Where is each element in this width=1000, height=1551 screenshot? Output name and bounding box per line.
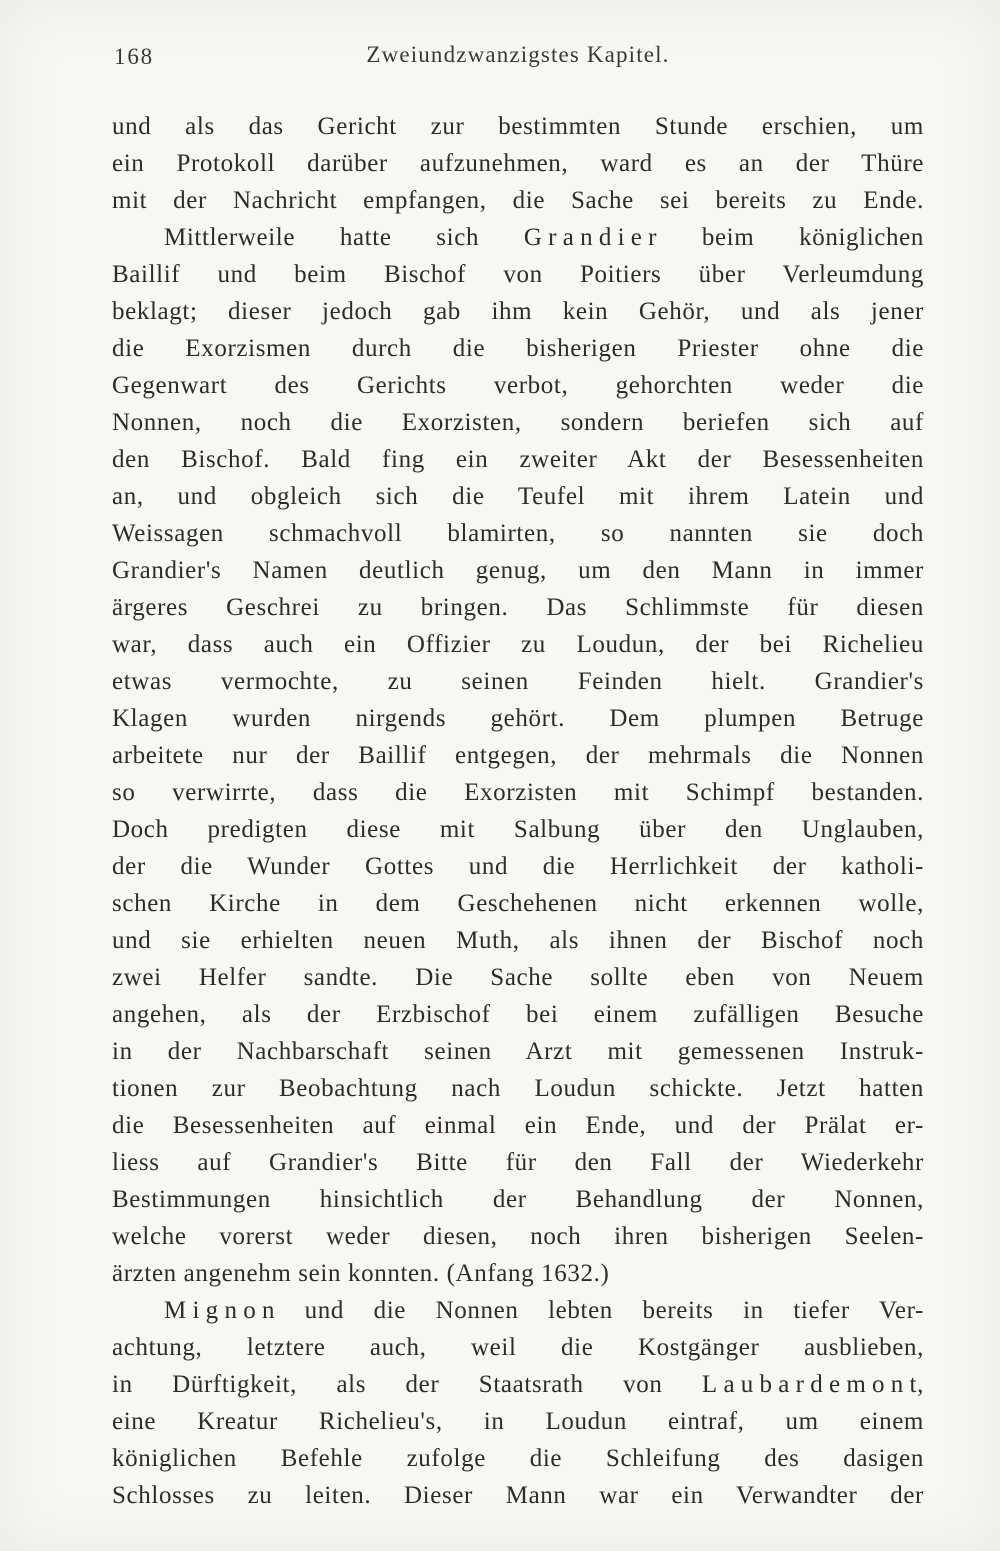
text-line: und als das Gericht zur bestimmten Stunde erschien, um: [112, 113, 924, 140]
text-line: in der Nachbarschaft seinen Arzt mit gemessenen Instruk-: [112, 1038, 924, 1065]
paragraph: [112, 1292, 924, 1514]
text-line: mit der Nachricht empfangen, die Sache sei bereits zu Ende.: [112, 187, 924, 214]
text-line: achtung, letztere auch, weil die Kostgänger ausblieben,: [112, 1334, 924, 1361]
text-line: Klagen wurden nirgends gehört. Dem plumpen Betruge: [112, 705, 924, 732]
text-line: schen Kirche in dem Geschehenen nicht erkennen wolle,: [112, 890, 924, 917]
paragraph: [112, 219, 924, 1292]
text-line: Doch predigten diese mit Salbung über den Unglauben,: [112, 816, 924, 843]
text-line: der die Wunder Gottes und die Herrlichkeit der katholi-: [112, 853, 924, 880]
text-line: welche vorerst weder diesen, noch ihren bisherigen Seelen-: [112, 1223, 924, 1250]
text-line: und sie erhielten neuen Muth, als ihnen der Bischof noch: [112, 927, 924, 954]
text-line: Baillif und beim Bischof von Poitiers über Verleumdung: [112, 261, 924, 288]
text-line: Grandier's Namen deutlich genug, um den Mann in immer: [112, 557, 924, 584]
text-line: Gegenwart des Gerichts verbot, gehorchten weder die: [112, 372, 924, 399]
body-text-block: [112, 108, 924, 1514]
text-line: so verwirrte, dass die Exorzisten mit Schimpf bestanden.: [112, 779, 924, 806]
text-line: ärzten angenehm sein konnten. (Anfang 1632.): [112, 1260, 610, 1287]
text-line: arbeitete nur der Baillif entgegen, der mehrmals die Nonnen: [112, 742, 924, 769]
text-line: die Exorzismen durch die bisherigen Priester ohne die: [112, 335, 924, 362]
text-line: in Dürftigkeit, als der Staatsrath von L a u b a r d e m o n t,: [112, 1371, 924, 1398]
text-line: war, dass auch ein Offizier zu Loudun, der bei Richelieu: [112, 631, 924, 658]
text-line: angehen, als der Erzbischof bei einem zufälligen Besuche: [112, 1001, 924, 1028]
text-line: Schlosses zu leiten. Dieser Mann war ein Verwandter der: [112, 1482, 924, 1509]
text-line: eine Kreatur Richelieu's, in Loudun eintraf, um einem: [112, 1408, 924, 1435]
text-line: liess auf Grandier's Bitte für den Fall der Wiederkehr: [112, 1149, 924, 1176]
text-line: ärgeres Geschrei zu bringen. Das Schlimmste für diesen: [112, 594, 924, 621]
page-number: 168: [114, 44, 155, 69]
text-line: Bestimmungen hinsichtlich der Behandlung der Nonnen,: [112, 1186, 924, 1213]
text-line: M i g n o n und die Nonnen lebten bereits in tiefer Ver-: [164, 1297, 924, 1324]
text-line: königlichen Befehle zufolge die Schleifung des dasigen: [112, 1445, 924, 1472]
text-line: Mittlerweile hatte sich G r a n d i e r beim königlichen: [164, 224, 924, 251]
text-line: etwas vermochte, zu seinen Feinden hielt. Grandier's: [112, 668, 924, 695]
text-line: die Besessenheiten auf einmal ein Ende, und der Prälat er-: [112, 1112, 924, 1139]
text-line: beklagt; dieser jedoch gab ihm kein Gehör, und als jener: [112, 298, 924, 325]
text-line: an, und obgleich sich die Teufel mit ihrem Latein und: [112, 483, 924, 510]
text-line: Weissagen schmachvoll blamirten, so nannten sie doch: [112, 520, 924, 547]
paragraph: [112, 108, 924, 219]
text-line: tionen zur Beobachtung nach Loudun schickte. Jetzt hatten: [112, 1075, 924, 1102]
page-header: [112, 42, 924, 72]
text-line: den Bischof. Bald fing ein zweiter Akt der Besessenheiten: [112, 446, 924, 473]
chapter-header-title: Zweiundzwanzigstes Kapitel.: [366, 42, 670, 67]
text-line: zwei Helfer sandte. Die Sache sollte eben von Neuem: [112, 964, 924, 991]
text-line: Nonnen, noch die Exorzisten, sondern beriefen sich auf: [112, 409, 924, 436]
text-line: ein Protokoll darüber aufzunehmen, ward es an der Thüre: [112, 150, 924, 177]
